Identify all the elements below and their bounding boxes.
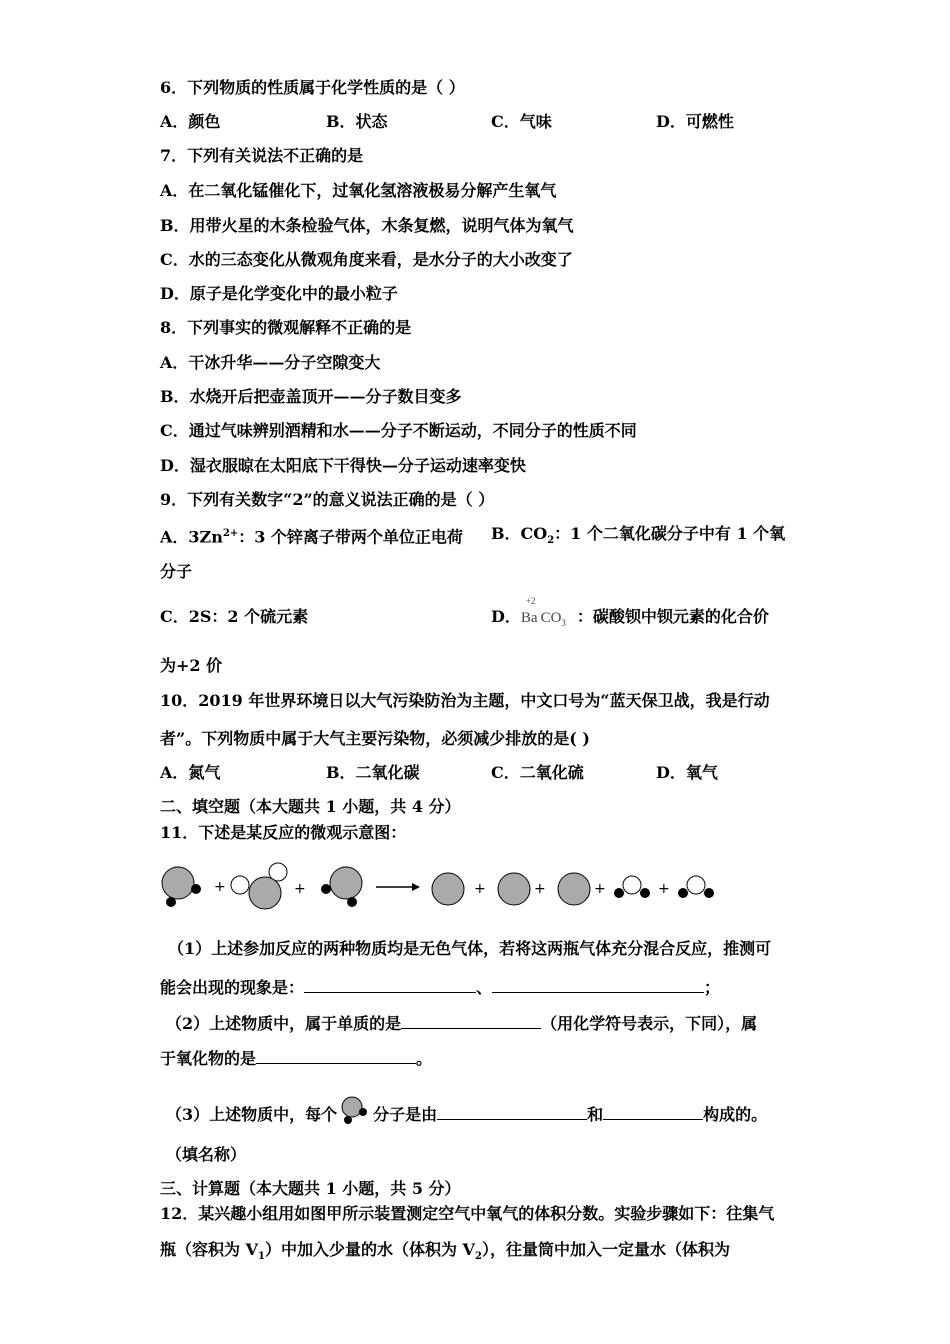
- q9-d-label: D．: [491, 607, 521, 626]
- product-co2-2: [678, 876, 714, 898]
- q9-d-formula: [520, 596, 577, 633]
- q12-line2: [160, 1240, 730, 1267]
- q11-part2-line1: [166, 1012, 757, 1034]
- plus-sign: +: [658, 881, 670, 897]
- q10-option-d: D．氧气: [656, 763, 718, 782]
- q9-a-charge: 2+: [222, 528, 239, 539]
- product-atom-2: [498, 873, 530, 905]
- q6-option-d: D．可燃性: [656, 112, 734, 131]
- q12-sub-1: 1: [258, 1251, 265, 1263]
- q11-part2-line2: [160, 1047, 432, 1069]
- q11-part3-and: 和: [587, 1105, 604, 1124]
- plus-sign: +: [594, 881, 606, 897]
- q12-line2-b: ）中加入少量的水（体积为 V: [264, 1240, 475, 1259]
- reaction-arrow: [376, 883, 420, 891]
- q6-option-c: C．气味: [491, 112, 552, 131]
- q6-option-a: A．颜色: [160, 112, 221, 131]
- q11-part2-label: （2）上述物质中，属于单质的是: [166, 1014, 402, 1033]
- q11-part1-end: ；: [704, 978, 721, 997]
- q9-option-b: [491, 524, 785, 551]
- molecule-no2: [231, 863, 287, 909]
- q11-part1-line1: （1）上述参加反应的两种物质均是无色气体，若将这两瓶气体充分混合反应，推测可: [168, 939, 772, 958]
- q12-line2-a: 瓶（容积为 V: [160, 1240, 258, 1259]
- q6-stem: 6．下列物质的性质属于化学性质的是（ ）: [160, 78, 465, 97]
- q11-part2b-end: 。: [416, 1049, 433, 1068]
- q8-option-d: D．湿衣服晾在太阳底下干得快—分子运动速率变快: [160, 456, 526, 475]
- q10-stem-2: 者”。下列物质中属于大气主要污染物，必须减少排放的是( ): [160, 729, 590, 748]
- answer-blank-4[interactable]: [256, 1047, 416, 1064]
- q9-option-a: [160, 524, 463, 547]
- q7-option-a: A．在二氧化锰催化下，过氧化氢溶液极易分解产生氧气: [160, 181, 557, 200]
- section-3-heading: 三、计算题（本大题共 1 小题，共 5 分）: [160, 1179, 461, 1198]
- section-2-heading: 二、填空题（本大题共 1 小题，共 4 分）: [160, 797, 461, 816]
- q9-stem: 9．下列有关数字“2”的意义说法正确的是（ ）: [160, 490, 495, 509]
- q8-option-a: A．干冰升华——分子空隙变大: [160, 353, 381, 372]
- answer-blank-2[interactable]: [492, 976, 704, 993]
- q11-part1-sep: 、: [476, 978, 493, 997]
- answer-blank-5[interactable]: [437, 1103, 587, 1120]
- q9-option-c: C．2S：2 个硫元素: [160, 607, 309, 626]
- q11-part3-end: 构成的。: [703, 1105, 768, 1124]
- q11-part1-line2: [160, 976, 720, 998]
- plus-sign: +: [294, 881, 306, 897]
- q7-option-b: B．用带火星的木条检验气体，木条复燃，说明气体为氧气: [160, 216, 574, 235]
- plus-sign: +: [474, 881, 486, 897]
- q10-option-c: C．二氧化硫: [491, 763, 584, 782]
- q9-option-d-cont: 为+2 价: [160, 656, 223, 675]
- q11-part2b-label: 于氧化物的是: [160, 1049, 257, 1068]
- q12-sub-2: 2: [474, 1251, 482, 1263]
- q10-stem-1: 10．2019 年世界环境日以大气污染防治为主题，中文口号为“蓝天保卫战，我是行动: [160, 691, 770, 710]
- q9-d-text: ：碳酸钡中钡元素的化合价: [576, 607, 769, 626]
- answer-blank-6[interactable]: [603, 1103, 703, 1120]
- q9-a-formula: A．3Zn: [160, 527, 223, 547]
- q9-d-sub: 3: [561, 618, 566, 629]
- q9-b-formula: B．CO: [491, 524, 548, 543]
- molecule-co-2: [321, 867, 362, 907]
- q8-option-b: B．水烧开后把壶盖顶开——分子数目变多: [160, 387, 462, 406]
- q8-option-c: C．通过气味辨别酒精和水——分子不断运动，不同分子的性质不同: [160, 421, 637, 440]
- q12-line2-c: ），往量筒中加入一定量水（体积为: [481, 1240, 730, 1259]
- answer-blank-3[interactable]: [401, 1012, 541, 1029]
- answer-blank-1[interactable]: [304, 976, 476, 993]
- q9-option-b-cont: 分子: [160, 562, 193, 581]
- product-co2-1: [614, 876, 650, 898]
- q9-b-text: ：1 个二氧化碳分子中有 1 个氧: [554, 524, 786, 543]
- product-atom-1: [432, 873, 464, 905]
- q11-part3-label: （3）上述物质中，每个: [166, 1105, 338, 1124]
- q10-option-b: B．二氧化碳: [326, 763, 420, 782]
- plus-sign: +: [534, 881, 546, 897]
- plus-sign: +: [214, 879, 226, 895]
- q9-d-co: CO: [540, 610, 562, 626]
- q11-part3: [166, 1096, 767, 1126]
- q6-option-b: B．状态: [326, 112, 388, 131]
- q8-stem: 8．下列事实的微观解释不正确的是: [160, 318, 412, 337]
- q11-part3-note: （填名称）: [166, 1145, 247, 1164]
- q7-stem: 7．下列有关说法不正确的是: [160, 146, 364, 165]
- q11-part1-label: 能会出现的现象是：: [160, 978, 305, 997]
- product-atom-3: [558, 873, 590, 905]
- q7-option-c: C．水的三态变化从微观角度来看，是水分子的大小改变了: [160, 250, 573, 269]
- q9-a-text: ：3 个锌离子带两个单位正电荷: [238, 527, 463, 547]
- q7-option-d: D．原子是化学变化中的最小粒子: [160, 284, 398, 303]
- q11-stem: 11．下述是某反应的微观示意图：: [160, 823, 407, 842]
- q10-option-a: A．氮气: [160, 763, 221, 782]
- q11-part3-mid: 分子是由: [373, 1105, 438, 1124]
- molecule-co-icon: [339, 1096, 371, 1126]
- q9-d-valence: +2: [525, 596, 536, 606]
- q12-line1: 12．某兴趣小组用如图甲所示装置测定空气中氧气的体积分数。实验步骤如下：往集气: [160, 1204, 775, 1223]
- q9-b-subscript: 2: [547, 535, 555, 547]
- q9-d-ba: Ba: [520, 610, 538, 626]
- molecule-co-1: [162, 867, 201, 907]
- q9-option-d: [491, 596, 769, 633]
- q11-part2-mid: （用化学符号表示，下同），属: [541, 1014, 758, 1033]
- reaction-diagram: [150, 855, 730, 915]
